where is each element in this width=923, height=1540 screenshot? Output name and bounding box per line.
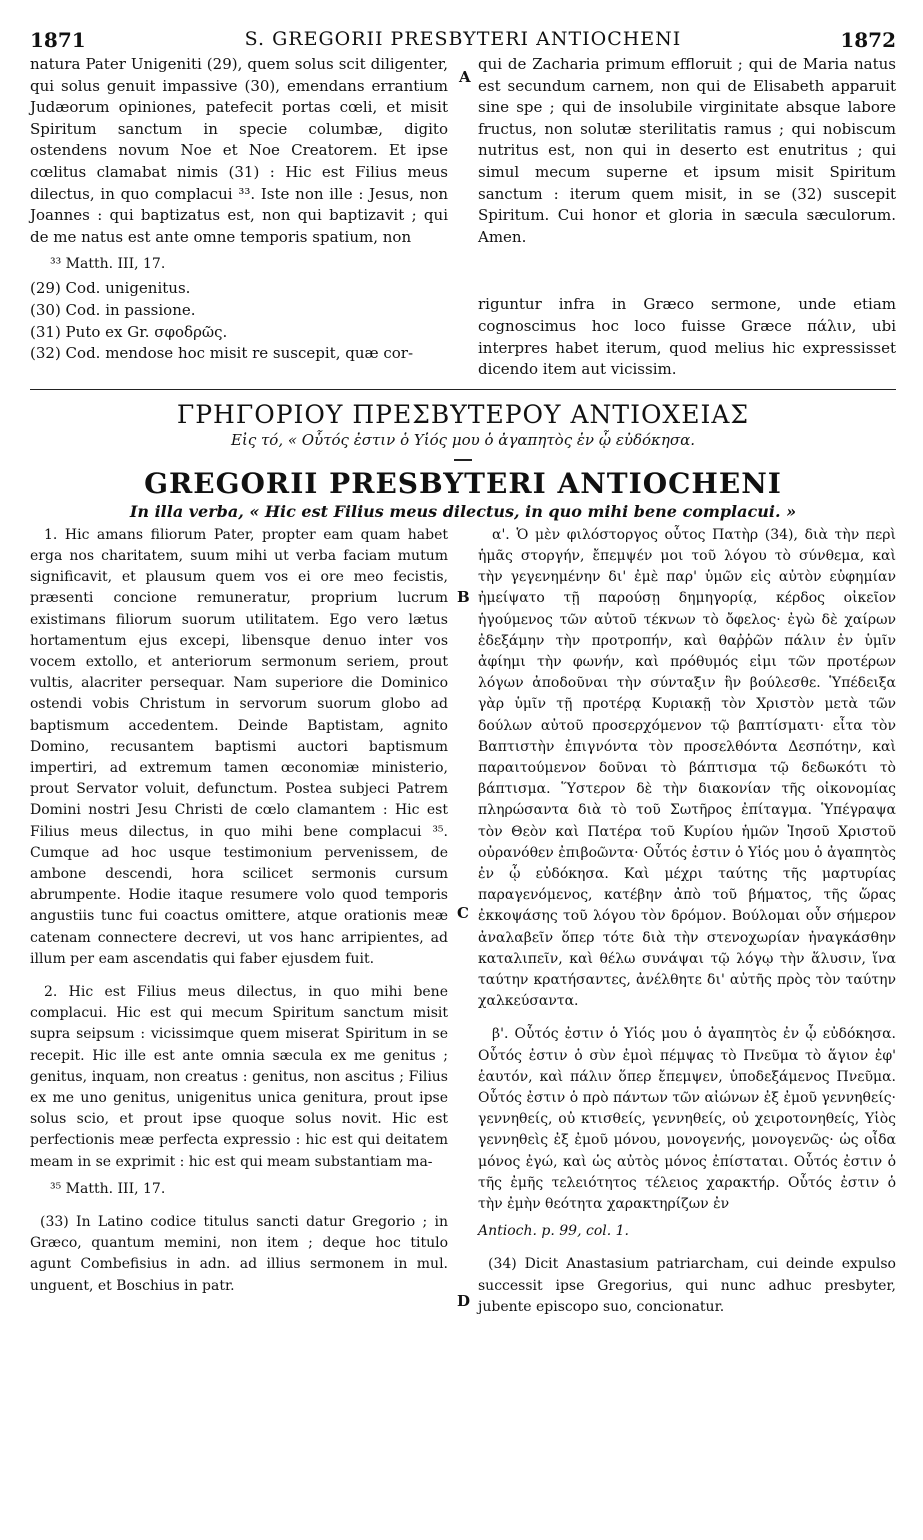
latin-title: GREGORII PRESBYTERI ANTIOCHENI xyxy=(144,466,782,500)
page xyxy=(30,28,896,1528)
title-dash xyxy=(454,459,472,461)
greek-footnotes xyxy=(478,1221,896,1318)
note-head: Antioch. p. 99, col. 1. xyxy=(478,1223,629,1240)
top-columns xyxy=(30,54,896,381)
greek-column xyxy=(478,525,896,1318)
greek-title: ΓΡΗΓΟΡΙΟΥ ΠΡΕΣΒΥΤΕΡΟΥ ΑΝΤΙΟΧΕΙΑΣ xyxy=(176,399,750,429)
top-right-text: qui de Zacharia primum effloruit ; qui de Maria natus est secundum carnem, non qui de Elisabeth apparuit sine spe ; qui de insolubile virginitate absque labore fructus, non solutæ sterilitatis ramus ; qui nobiscum nutritus est, non qui in deserto est enutritus ; qui simul mecum superne et ipsum misit Spiritum sanctum : iterum quem misit, in se (32) suscepit Spiritum. Cui honor et gloria in sæcula sæculorum. Amen. xyxy=(478,55,896,246)
greek-subtitle: Εἰς τό, « Οὗτός ἐστιν ὁ Υἱός μου ὁ ἀγαπητὸς ἐν ᾧ εὐδόκησα. xyxy=(230,430,696,449)
note-32: (32) Cod. mendose hoc misit re suscepit, quæ cor- xyxy=(30,344,414,363)
note-32-continued: riguntur infra in Græco sermone, unde etiam cognoscimus hoc loco fuisse Græce πάλιν, ubi interpres habet iterum, quod melius hic expressisset dicendo item aut vicissim. xyxy=(478,295,896,379)
note-30: (30) Cod. in passione. xyxy=(30,300,196,319)
latin-subtitle: In illa verba, « Hic est Filius meus dilectus, in quo mihi bene complacui. » xyxy=(129,501,797,521)
footnote-reference-35: ³⁵ Matth. III, 17. xyxy=(50,1180,166,1197)
latin-paragraph-1: 1. Hic amans filiorum Pater, propter eam quam habet erga nos charitatem, suum mihi ut verba faciam mutum significavit, et plausum quem vos ei ore meo fecistis, præsenti concione remuneratur, proprium lucrum existimans filiorum suorum utilitatem. Ego vero lætus hortamentum ejus excepi, libensque denuo inter vos vocem extollo, et anteriorum sermonum seriem, prout vultis, alacriter persequar. Nam superiore die Dominico ostendi vobis Christum in servorum suorum globo ad baptismum accedentem. Deinde Baptistam, agnito Domino, recusantem baptismi auctori baptismum impertiri, ad extremum tamen œconomiæ ministerio, prout Servator voluit, defunctum. Postea subjeci Patrem Domini nostri Jesu Christi de cœlo clamantem : Hic est Filius meus dilectus, in quo mihi bene complacui ³⁵. Cumque ad hoc usque testimonium pervenissem, de ambone descendi, hora scilicet sermonis cursum abrumpente. Hodie itaque resumere volo quod temporis angustiis tunc fui coactus omittere, atque orationis meæ catenam connectere decrevi, ut vos hanc arripientes, ad illum per eam ascendatis qui faber ejusdem fuit. xyxy=(30,526,448,967)
left-page-number: 1871 xyxy=(30,28,86,52)
top-left-text: natura Pater Unigeniti (29), quem solus scit diligenter, qui solus genuit impassive (30), emendans errantium Judæorum opiniones, patefecit portas cœli, et misit Spiritum sanctum in specie columbæ, digito ostendens novum Noe et Noe Creatorem. Et ipse cœlitus clamabat nimis (31) : Hic est Filius meus dilectus, in quo complacui ³³. Iste non ille : Jesus, non Joannes : qui baptizatus est, non qui baptizavit ; qui de me natus est ante omne temporis spatium, non xyxy=(30,55,448,246)
title-block xyxy=(30,400,896,521)
margin-letter-b: B xyxy=(457,588,470,606)
note-31: (31) Puto ex Gr. σφοδρῶς. xyxy=(30,322,228,341)
greek-paragraph-1: α'. Ὁ μὲν φιλόστοργος οὗτος Πατὴρ (34), διὰ τὴν περὶ ἡμᾶς στοργήν, ἔπεμψέν μοι τοῦ λόγου τὸ σύνθεμα, καὶ τὴν γεγενημένην δι' ἐμὲ παρ' ὑμῶν εἰς αὐτὸν εὐφημίαν ἠμείψατο τῇ παρούσῃ δημηγορίᾳ, κέρδος οἰκεῖον ἡγούμενος τῶν αὐτοῦ τέκνων τὸ ὄφελος· ἐγὼ δὲ χαίρων ἐδεξάμην τὴν προτροπήν, καὶ θαῤῥῶν πάλιν ἐν ὑμῖν ἀφίημι τὴν φωνήν, καὶ πρόθυμός εἰμι τῶν προτέρων λόγων ἀποδοῦναι τὴν σύνταξιν ἣν βούλεσθε. Ὑπέδειξα γὰρ ὑμῖν τῇ προτέρᾳ Κυριακῇ τὸν Χριστὸν μετὰ τῶν δούλων αὐτοῦ προσερχόμενον τῷ βαπτίσματι· εἶτα τὸν Βαπτιστὴν ἐπιγνόντα τὸν προσελθόντα Δεσπότην, καὶ παραιτούμενον δοῦναι τὸ βάπτισμα τῷ δεδωκότι τὸ βάπτισμα. Ὕστερον δὲ τὴν διακονίαν τῆς οἰκονομίας πληρώσαντα διὰ τὸ τοῦ Σωτῆρος ἐπίταγμα. Ὑπέγραψα τὸν Θεὸν καὶ Πατέρα τοῦ Κυρίου ἡμῶν Ἰησοῦ Χριστοῦ οὐρανόθεν ἐπιβοῶντα· Οὗτός ἐστιν ὁ Υἱός μου ὁ ἀγαπητὸς ἐν ᾧ εὐδόκησα. Καὶ μέχρι ταύτης τῆς μαρτυρίας παραγενόμενος, κατέβην ἀπὸ τοῦ βήματος, τῆς ὥρας ἐκκοψάσης τοῦ λόγου τὸν δρόμον. Βούλομαι οὖν σήμερον ἀναλαβεῖν ὅπερ τότε διὰ τὴν στενοχωρίαν ἠναγκάσθην καταλιπεῖν, καὶ θέλω συνάψαι τῷ λόγῳ τὴν ἅλυσιν, ἵνα ταύτην κρατήσαντες, ἀνέλθητε δι' αὐτῆς πρὸς τὸν ταύτην χαλκεύσαντα. xyxy=(478,526,896,1010)
note-33: (33) In Latino codice titulus sancti datur Gregorio ; in Græco, quantum memini, non item ; deque hoc titulo agunt Combefisius in adn. ad illius sermonem in mul. unguent, et Boschius in patr. xyxy=(30,1214,448,1294)
latin-footnotes xyxy=(30,1179,448,1297)
note-29: (29) Cod. unigenitus. xyxy=(30,279,191,298)
footnote-reference: ³³ Matth. III, 17. xyxy=(50,256,166,273)
greek-paragraph-2: β'. Οὗτός ἐστιν ὁ Υἱός μου ὁ ἀγαπητὸς ἐν ᾧ εὐδόκησα. Οὗτός ἐστιν ὁ σὺν ἐμοὶ πέμψας τὸ Πνεῦμα τὸ ἅγιον ἐφ' ἑαυτόν, καὶ πάλιν ὅπερ ἔπεμψεν, ὑποδεξάμενος Πνεῦμα. Οὗτός ἐστιν ὁ πρὸ πάντων τῶν αἰώνων ἐξ ἐμοῦ γεννηθείς· γεννηθείς, οὐ κτισθείς, γεννηθείς, οὐ χειροτονηθείς, Υἱὸς γεννηθεὶς ἐξ ἐμοῦ μόνου, μονογενής, μονογενῶς· ὡς οἶδα μόνος ἐγώ, καὶ ὡς αὐτὸς μόνος ἐπίσταται. Οὗτός ἐστιν ὁ τῆς ἐμῆς τελειότητος τέλειος χαρακτήρ. Οὗτός ἐστιν ὁ τὴν ἐμὴν θεότητα χαρακτηρίζων ἐν xyxy=(478,1026,896,1213)
margin-letter-a: A xyxy=(459,68,471,86)
latin-paragraph-2: 2. Hic est Filius meus dilectus, in quo mihi bene complacui. Hic est qui mecum Spiritum sanctum misit supra seipsum : vicissimque quem miserat Spiritum in se recepit. Hic ille est ante omnia sæcula ex me genitus ; genitus, inquam, non creatus : genitus, non ascitus ; Filius ex me uno genitus, unigenitus unica genitura, prout ipse solus scio, et prout ipse quoque solus novit. Hic est perfectionis meæ perfecta expressio : hic est qui deitatem meam in se exprimit : hic est qui meam substantiam ma- xyxy=(30,983,448,1170)
running-header xyxy=(30,28,896,54)
note-34: (34) Dicit Anastasium patriarcham, cui deinde expulso successit ipse Gregorius, qui nunc adhuc presbyter, jubente episcopo suo, concionatur. xyxy=(478,1256,896,1315)
top-right-note xyxy=(478,294,896,380)
margin-letter-c: C xyxy=(457,904,469,922)
running-title: S. GREGORII PRESBYTERI ANTIOCHENI xyxy=(244,28,682,50)
margin-letter-d: D xyxy=(457,1292,471,1310)
right-page-number: 1872 xyxy=(840,28,896,52)
top-left-notes xyxy=(30,278,448,364)
section-divider xyxy=(30,389,896,390)
latin-column xyxy=(30,525,448,1318)
top-left-column xyxy=(30,54,448,381)
top-right-column xyxy=(478,54,896,381)
